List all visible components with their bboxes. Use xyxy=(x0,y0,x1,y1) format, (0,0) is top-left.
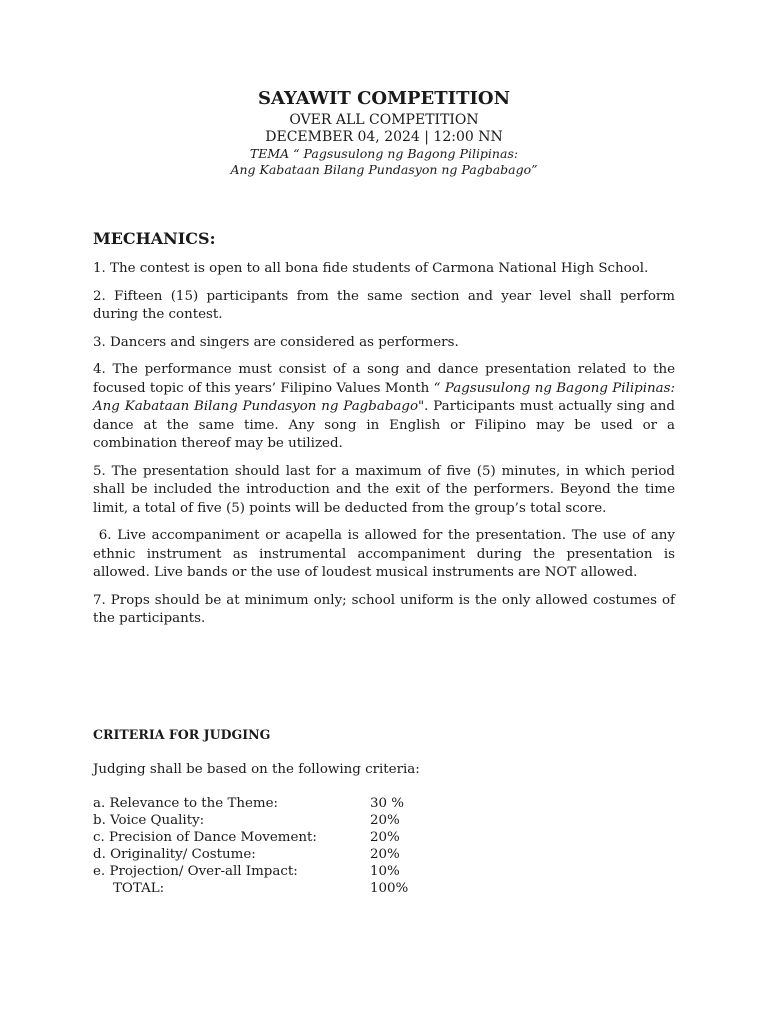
mechanics-item-4-text-a: 4. The performance must consist of a song and dance presentation related to the focused topic of this years’ Filipino Values Month xyxy=(93,362,675,396)
document-title: SAYAWIT COMPETITION xyxy=(257,88,511,109)
mechanics-item-2: 2. Fifteen (15) participants from the same section and year level shall perform during the contest. xyxy=(93,288,675,322)
criteria-total-row xyxy=(93,880,453,897)
mechanics-item-4 xyxy=(93,361,675,454)
criteria-row xyxy=(93,812,453,829)
criteria-label: b. Voice Quality: xyxy=(93,813,205,828)
mechanics-item-4-theme: “ Pagsusulong ng Bagong Pilipinas: Ang Kabataan Bilang Pundasyon ng Pagbabago" xyxy=(93,380,676,414)
criteria-list xyxy=(93,795,453,897)
competition-subtitle: OVER ALL COMPETITION xyxy=(289,112,479,128)
criteria-value: 10% xyxy=(370,864,400,879)
criteria-label: e. Projection/ Over-all Impact: xyxy=(93,864,298,879)
document-page xyxy=(93,86,676,896)
criteria-row xyxy=(93,863,453,880)
theme-line-2: Ang Kabataan Bilang Pundasyon ng Pagbabago” xyxy=(230,162,538,177)
mechanics-item-3: 3. Dancers and singers are considered as performers. xyxy=(93,334,459,350)
mechanics-heading: MECHANICS: xyxy=(93,229,216,248)
criteria-label: c. Precision of Dance Movement: xyxy=(93,830,317,845)
date-time: DECEMBER 04, 2024 | 12:00 NN xyxy=(265,129,503,145)
mechanics-item-5: 5. The presentation should last for a maximum of five (5) minutes, in which period shall be included the introduction and the exit of the performers. Beyond the time limit, a total of five (5) points will be deducted from the group’s total score. xyxy=(93,463,675,516)
criteria-total-value: 100% xyxy=(370,881,409,896)
theme-line-1: TEMA “ Pagsusulong ng Bagong Pilipinas: xyxy=(249,146,519,161)
criteria-label: a. Relevance to the Theme: xyxy=(93,796,279,811)
mechanics-list xyxy=(93,260,675,638)
criteria-value: 20% xyxy=(370,847,400,862)
document-header xyxy=(93,86,675,178)
criteria-row xyxy=(93,829,453,846)
criteria-row xyxy=(93,846,453,863)
mechanics-item-7: 7. Props should be at minimum only; school uniform is the only allowed costumes of the participants. xyxy=(93,592,675,626)
mechanics-item-4-text-c: . Participants must actually sing and dance at the same time. Any song in English or Filipino may be used or a combination thereof may be utilized. xyxy=(93,399,676,451)
criteria-value: 20% xyxy=(370,830,400,845)
mechanics-item-6: 6. Live accompaniment or acapella is allowed for the presentation. The use of any ethnic instrument as instrumental accompaniment during the presentation is allowed. Live bands or the use of loudest musical instruments are NOT allowed. xyxy=(93,528,675,580)
criteria-value: 30 % xyxy=(370,796,405,811)
criteria-total-label: TOTAL: xyxy=(113,881,165,896)
criteria-intro: Judging shall be based on the following criteria: xyxy=(93,762,420,777)
criteria-row xyxy=(93,795,453,812)
criteria-value: 20% xyxy=(370,813,400,828)
criteria-heading: CRITERIA FOR JUDGING xyxy=(93,727,271,742)
mechanics-item-1: 1. The contest is open to all bona fide students of Carmona National High School. xyxy=(93,261,649,276)
criteria-label: d. Originality/ Costume: xyxy=(93,847,256,862)
